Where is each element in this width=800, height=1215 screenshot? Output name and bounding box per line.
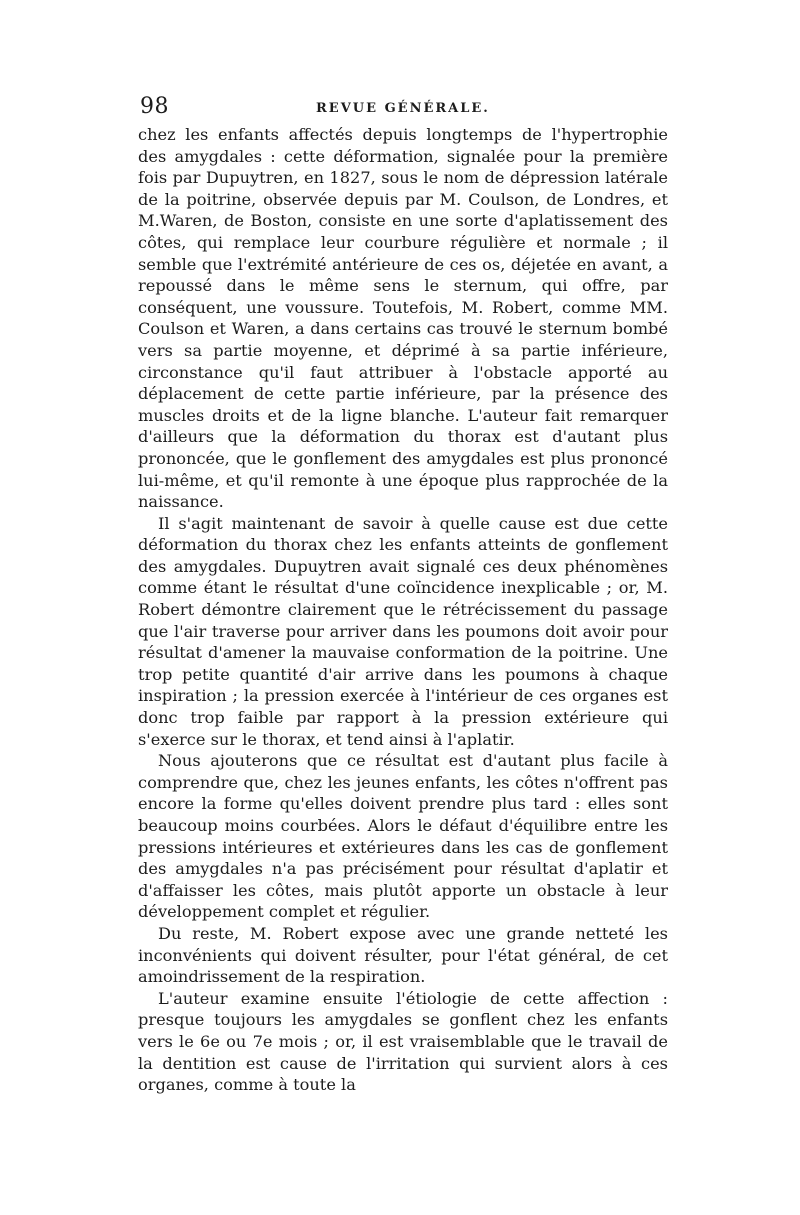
paragraph: Du reste, M. Robert expose avec une grande netteté les inconvénients qui doivent résulter, pour l'état général, de cet amoindrissement de la respiration. bbox=[138, 923, 668, 987]
body-text bbox=[138, 124, 668, 1096]
book-page bbox=[138, 94, 668, 1096]
paragraph: Il s'agit maintenant de savoir à quelle cause est due cette déformation du thorax chez les enfants atteints de gonflement des amygdales. Dupuytren avait signalé ces deux phénomènes comme étant le résultat d'une coïncidence inexplicable ; or, M. Robert démontre clairement que le rétrécissement du passage que l'air traverse pour arriver dans les poumons doit avoir pour résultat d'amener la mauvaise conformation de la poitrine. Une trop petite quantité d'air arrive dans les poumons à chaque inspiration ; la pression exercée à l'intérieur de ces organes est donc trop faible par rapport à la pression extérieure qui s'exerce sur le thorax, et tend ainsi à l'aplatir. bbox=[138, 513, 668, 749]
paragraph-continued: chez les enfants affectés depuis longtemps de l'hypertrophie des amygdales : cette déformation, signalée pour la première fois par Dupuytren, en 1827, sous le nom de dépression latérale de la poitrine, observée depuis par M. Coulson, de Londres, et M.Waren, de Boston, consiste en une sorte d'aplatissement des côtes, qui remplace leur courbure régulière et normale ; il semble que l'extrémité antérieure de ces os, déjetée en avant, a repoussé dans le même sens le sternum, qui offre, par conséquent, une voussure. Toutefois, M. Robert, comme MM. Coulson et Waren, a dans certains cas trouvé le sternum bombé vers sa partie moyenne, et déprimé à sa partie inférieure, circonstance qu'il faut attribuer à l'obstacle apporté au déplacement de cette partie inférieure, par la présence des muscles droits et de la ligne blanche. L'auteur fait remarquer d'ailleurs que la déformation du thorax est d'autant plus prononcée, que le gonflement des amygdales est plus prononcé lui-même, et qu'il remonte à une époque plus rapprochée de la naissance. bbox=[138, 125, 668, 512]
running-head bbox=[138, 94, 668, 126]
paragraph: Nous ajouterons que ce résultat est d'autant plus facile à comprendre que, chez les jeunes enfants, les côtes n'offrent pas encore la forme qu'elles doivent prendre plus tard : elles sont beaucoup moins courbées. Alors le défaut d'équilibre entre les pressions intérieures et extérieures dans les cas de gonflement des amygdales n'a pas précisément pour résultat d'aplatir et d'affaisser les côtes, mais plutôt apporte un obstacle à leur développement complet et régulier. bbox=[138, 751, 668, 922]
paragraph: L'auteur examine ensuite l'étiologie de cette affection : presque toujours les amygdales se gonflent chez les enfants vers le 6e ou 7e mois ; or, il est vraisemblable que le travail de la dentition est cause de l'irritation qui survient alors à ces organes, comme à toute la bbox=[138, 988, 668, 1095]
page-number: 98 bbox=[140, 94, 169, 119]
running-title: REVUE GÉNÉRALE. bbox=[316, 101, 490, 116]
